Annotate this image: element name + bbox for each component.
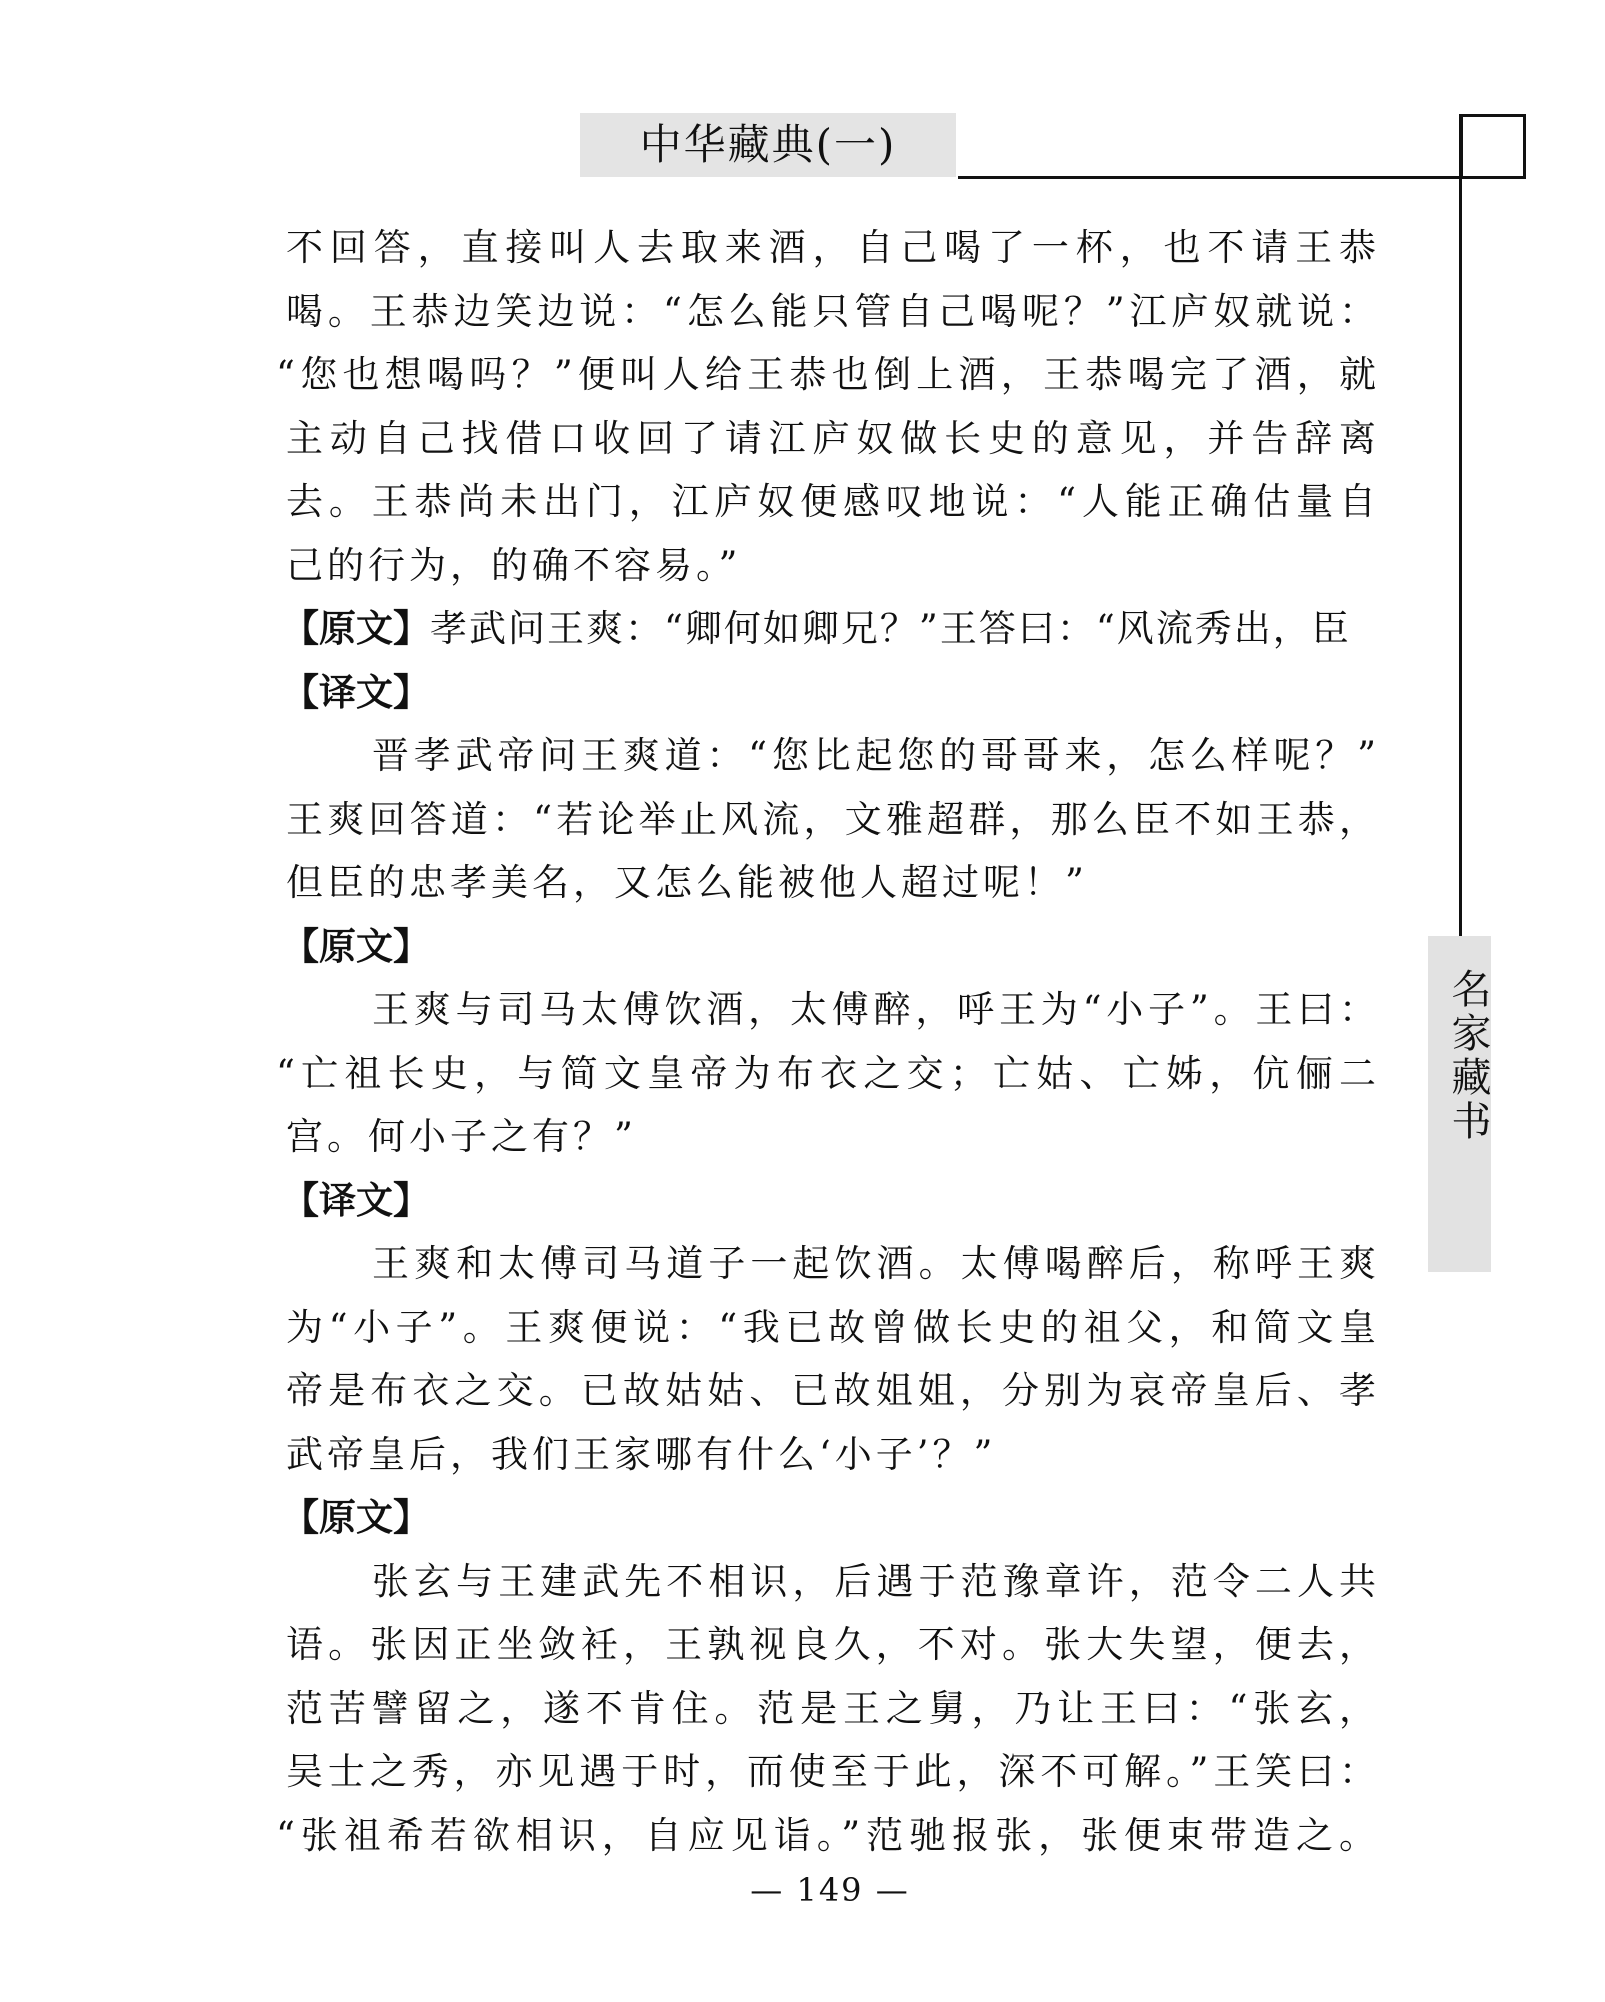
body-line: 晋孝武帝问王爽道：“您比起您的哥哥来，怎么样呢？”: [372, 734, 1376, 777]
body-line: 喝。王恭边笑边说：“怎么能只管自己喝呢？”江庐奴就说：: [286, 289, 1376, 333]
body-line: 范苦譬留之，遂不肯住。范是王之舅，乃让王曰：“张玄，: [286, 1686, 1376, 1730]
book-title: 中华藏典(一): [639, 120, 897, 169]
body-line: “亡祖长史，与简文皇帝为布衣之交；亡姑、亡姊，伉俪二: [276, 1051, 1376, 1095]
yiwen-label: 【译文】: [282, 670, 430, 714]
section1-yuanwen: [282, 597, 1431, 661]
yuanwen-label: 【原文】: [282, 607, 430, 650]
side-label: 名家藏书: [1445, 968, 1491, 1144]
section2-yuanwen-heading: [282, 915, 1431, 979]
section2-yiwen-heading: [282, 1169, 1431, 1233]
body-line: 但臣的忠孝美名，又怎么能被他人超过呢！”: [286, 861, 1088, 904]
body-line: 王爽与司马太傅饮酒，太傅醉，呼王为“小子”。王曰：: [372, 988, 1376, 1031]
section3-yuanwen-heading: [282, 1486, 1431, 1550]
body-line: 为“小子”。王爽便说：“我已故曾做长史的祖父，和简文皇: [286, 1305, 1376, 1349]
yuanwen-label: 【原文】: [282, 1496, 430, 1539]
page-body: [276, 216, 1431, 1867]
body-line: 吴士之秀，亦见遇于时，而使至于此，深不可解。”王笑曰：: [286, 1750, 1376, 1793]
body-line: 不回答，直接叫人去取来酒，自己喝了一杯，也不请王恭: [286, 226, 1376, 269]
body-line: 宫。何小子之有？”: [286, 1115, 637, 1158]
side-rule: [1459, 114, 1462, 936]
section1-yiwen-heading: [282, 661, 1431, 725]
corner-box: [1460, 114, 1526, 179]
body-line: “张祖希若欲相识，自应见诣。”范驰报张，张便束带造之。: [276, 1813, 1376, 1857]
yiwen-label: 【译文】: [282, 1178, 430, 1222]
header-rule: [958, 176, 1526, 179]
page-number: — 149 —: [750, 1871, 910, 1909]
body-line: 己的行为，的确不容易。”: [286, 543, 742, 587]
yuanwen-label: 【原文】: [282, 924, 430, 968]
body-line: 语。张因正坐敛衽，王孰视良久，不对。张大失望，便去，: [286, 1623, 1376, 1666]
body-line: 帝是布衣之交。已故姑姑、已故姐姐，分别为哀帝皇后、孝: [286, 1369, 1376, 1412]
yuanwen-text: 孝武问王爽：“卿何如卿兄？”王答曰：“风流秀出，臣: [430, 607, 1351, 650]
body-line: 王爽回答道：“若论举止风流，文雅超群，那么臣不如王恭，: [286, 797, 1376, 841]
body-line: 去。王恭尚未出门，江庐奴便感叹地说：“人能正确估量自: [286, 480, 1376, 523]
body-line: 武帝皇后，我们王家哪有什么‘小子’？”: [286, 1432, 997, 1476]
body-line: “您也想喝吗？”便叫人给王恭也倒上酒，王恭喝完了酒，就: [276, 353, 1376, 396]
body-line: 王爽和太傅司马道子一起饮酒。太傅喝醉后，称呼王爽: [372, 1242, 1376, 1285]
body-line: 主动自己找借口收回了请江庐奴做长史的意见，并告辞离: [286, 416, 1376, 460]
body-line: 张玄与王建武先不相识，后遇于范豫章许，范令二人共: [372, 1559, 1376, 1603]
